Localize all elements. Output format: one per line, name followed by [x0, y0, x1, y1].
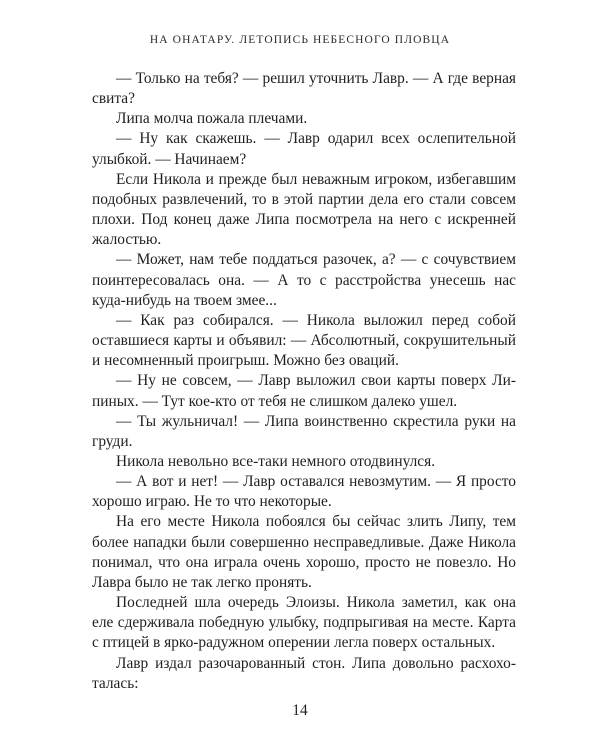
- paragraph: — Только на тебя? — решил уточнить Лавр. — А где верная свита?: [92, 70, 516, 108]
- paragraph: Липа молча пожала плечами.: [116, 110, 308, 128]
- paragraph: На его месте Никола побоялся бы сейчас злить Липу, тем более нападки были совершенно несправедливые. Даже Никола понимал, что она играла очень хорошо, просто не повезло. Но Лавра было не так легко пронять.: [92, 513, 516, 591]
- text-body: [92, 69, 516, 694]
- running-header: НА ОНАТАРУ. ЛЕТОПИСЬ НЕБЕСНОГО ПЛОВЦА: [149, 34, 451, 46]
- paragraph: — Ну не совсем, — Лавр выложил свои карты поверх Липиных. — Тут кое-кто от тебя не слишком далеко ушел.: [92, 372, 516, 410]
- paragraph: — Ты жульничал! — Липа воинственно скрестила руки на груди.: [92, 412, 516, 450]
- paragraph: — Может, нам тебе поддаться разочек, а? — с сочувствием поинтересовалась она. — А то с расстройства унесешь нас куда-нибудь на твоем змее...: [92, 251, 516, 309]
- paragraph: Лавр издал разочарованный стон. Липа довольно расхохоталась:: [92, 654, 516, 692]
- paragraph: — А вот и нет! — Лавр оставался невозмутим. — Я просто хорошо играю. Не то что некоторые.: [92, 473, 516, 511]
- paragraph: Никола невольно все-таки немного отодвинулся.: [116, 452, 436, 470]
- paragraph: — Ну как скажешь. — Лавр одарил всех ослепительной улыбкой. — Начинаем?: [92, 130, 516, 168]
- page-number: 14: [292, 702, 308, 719]
- paragraph: Последней шла очередь Элоизы. Никола заметил, как она еле сдерживала победную улыбку, подпрыгивая на месте. Карта с птицей в ярко-радужном оперении легла поверх остальных.: [92, 594, 516, 652]
- paragraph: — Как раз собирался. — Никола выложил перед собой оставшиеся карты и объявил: — Абсолютный, сокрушительный и несомненный проигрыш. Можно без оваций.: [92, 311, 516, 370]
- paragraph: Если Никола и прежде был неважным игроком, избегавшим подобных развлечений, то в этой партии дела его стали совсем плохи. Под конец даже Липа посмотрела на него с искренней жалостью.: [92, 170, 516, 249]
